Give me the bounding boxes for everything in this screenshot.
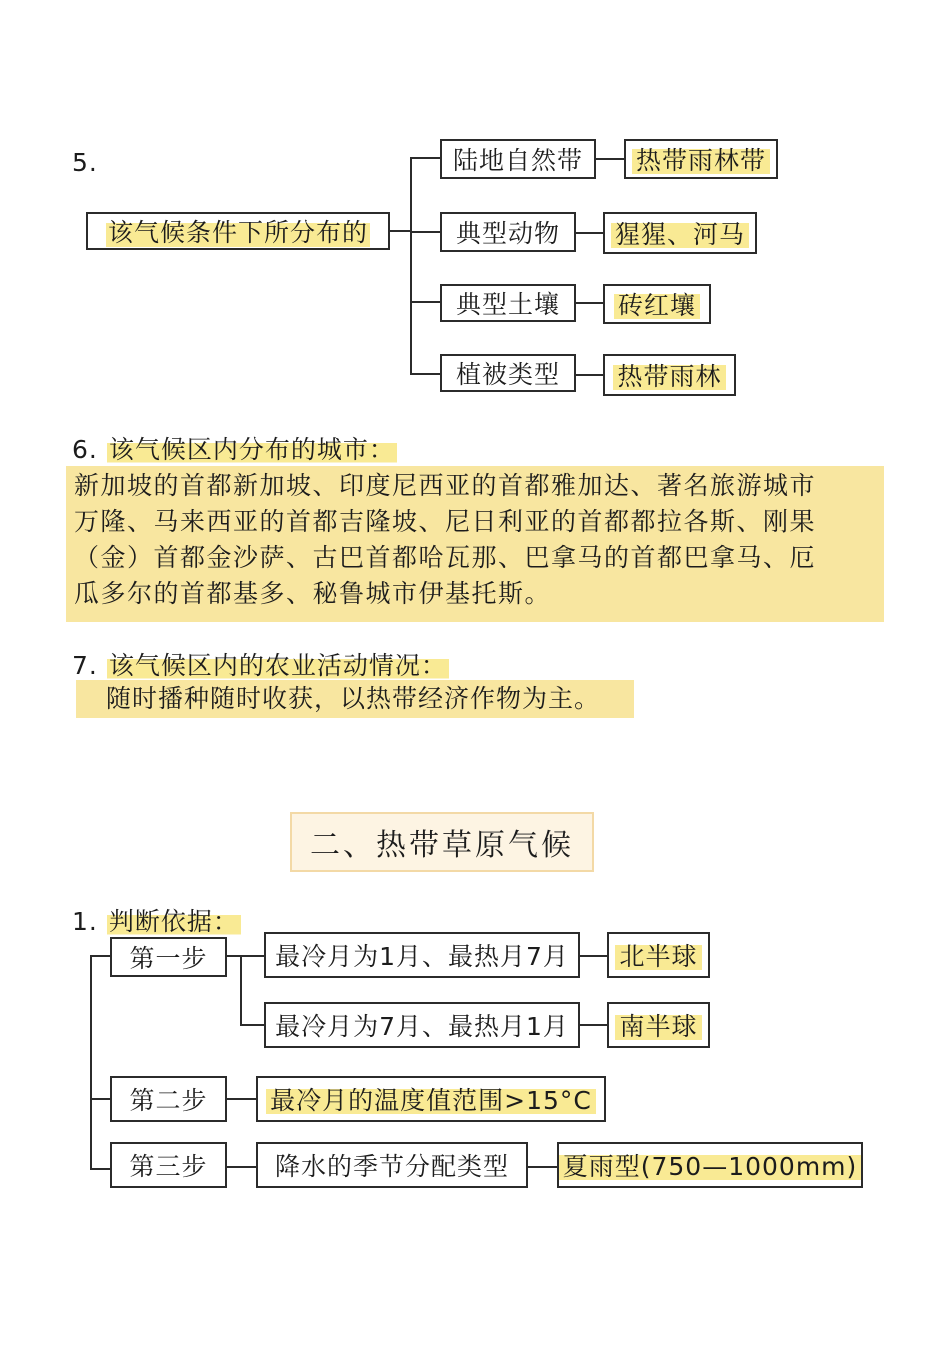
q5-value-box	[624, 139, 778, 179]
q6-title: 该气候区内分布的城市：	[108, 435, 395, 464]
step1-res-a-box	[607, 932, 710, 978]
connector	[90, 1168, 111, 1170]
connector	[410, 301, 441, 303]
connector	[240, 955, 242, 1025]
step1-label: 第一步	[129, 944, 208, 973]
connector	[410, 373, 441, 375]
section-title	[290, 812, 594, 872]
step2-label: 第二步	[129, 1086, 208, 1115]
q5-value-box	[603, 212, 757, 254]
step2-box	[110, 1076, 227, 1122]
connector	[90, 955, 111, 957]
q6-line: 万隆、马来西亚的首都吉隆坡、尼日利亚的首都都拉各斯、刚果	[74, 507, 817, 536]
connector	[528, 1166, 558, 1168]
q5-number: 5.	[72, 148, 98, 177]
connector	[410, 231, 441, 233]
connector	[576, 302, 604, 304]
connector	[576, 374, 604, 376]
q5-label: 植被类型	[455, 360, 560, 389]
section-title-text: 二、热带草原气候	[310, 828, 574, 863]
step3-label: 第三步	[129, 1152, 208, 1181]
q7-heading	[72, 646, 449, 682]
step1-box	[110, 937, 227, 977]
q5-label-box	[440, 354, 576, 392]
q5-label-box	[440, 212, 576, 252]
q5-value-box	[603, 284, 711, 324]
q6-line: （金）首都金沙萨、古巴首都哈瓦那、巴拿马的首都巴拿马、厄	[74, 543, 817, 572]
connector	[227, 1098, 257, 1100]
q7-title: 该气候区内的农业活动情况：	[108, 651, 447, 680]
step1-cond-b: 最冷月为7月、最热月1月	[275, 1012, 569, 1041]
q5-label: 典型动物	[455, 219, 560, 248]
q5-root-label: 该气候条件下所分布的	[106, 213, 370, 249]
step1-cond-a: 最冷月为1月、最热月7月	[275, 942, 569, 971]
q6-heading	[72, 430, 397, 466]
step3-content: 降水的季节分配类型	[274, 1152, 509, 1181]
step3-result: 夏雨型(750—1000mm)	[559, 1147, 862, 1183]
connector	[580, 955, 608, 957]
q7-number: 7.	[72, 651, 98, 680]
connector	[227, 955, 265, 957]
q6-line: 瓜多尔的首都基多、秘鲁城市伊基托斯。	[74, 579, 552, 608]
q5-label-box	[440, 284, 576, 322]
step3-result-box	[557, 1142, 863, 1188]
connector	[90, 955, 92, 1170]
q6-line: 新加坡的首都新加坡、印度尼西亚的首都雅加达、著名旅游城市	[74, 471, 817, 500]
step3-content-box	[256, 1142, 528, 1188]
q5-label: 典型土壤	[455, 290, 560, 319]
q6-answer-block	[66, 466, 884, 622]
connector	[410, 157, 412, 374]
step1-res-b: 南半球	[615, 1007, 701, 1043]
connector	[240, 1024, 265, 1026]
connector	[227, 1166, 257, 1168]
step1-res-a: 北半球	[615, 937, 701, 973]
q7-answer: 随时播种随时收获，以热带经济作物为主。	[76, 680, 634, 718]
step1-res-b-box	[607, 1002, 710, 1048]
q5-value: 砖红壤	[614, 286, 700, 322]
judge-heading	[72, 902, 241, 938]
q5-label: 陆地自然带	[452, 146, 583, 175]
q5-value: 热带雨林	[613, 357, 725, 393]
step2-content-box	[256, 1076, 606, 1122]
q6-number: 6.	[72, 435, 98, 464]
connector	[596, 158, 624, 160]
connector	[410, 157, 441, 159]
q5-root-box	[86, 212, 390, 250]
connector	[580, 1024, 608, 1026]
step1-cond-b-box	[264, 1002, 580, 1048]
q5-value: 猩猩、河马	[611, 215, 749, 251]
connector	[390, 230, 412, 232]
judge-title: 判断依据：	[108, 907, 239, 936]
connector	[90, 1098, 111, 1100]
step1-cond-a-box	[264, 932, 580, 978]
step2-content: 最冷月的温度值范围>15°C	[266, 1081, 596, 1117]
q5-value: 热带雨林带	[632, 141, 770, 177]
judge-number: 1.	[72, 907, 98, 936]
q5-value-box	[603, 354, 736, 396]
q5-label-box	[440, 139, 596, 179]
step3-box	[110, 1142, 227, 1188]
connector	[576, 232, 604, 234]
